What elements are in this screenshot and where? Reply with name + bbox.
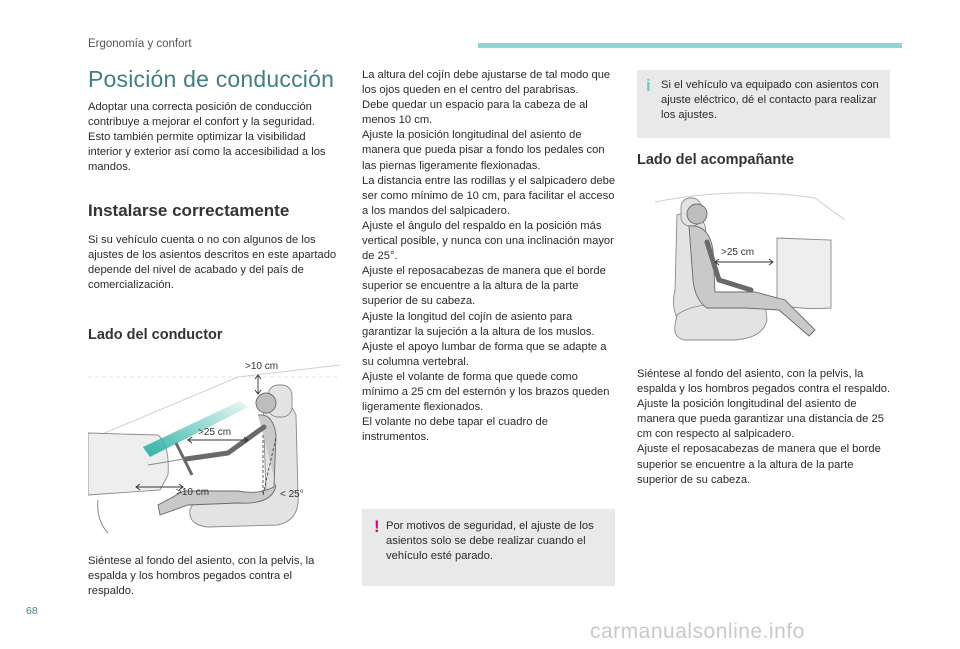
warning-icon: ! <box>374 517 380 536</box>
instruction-line: Ajuste la posición longitudinal del asiento de manera que pueda garantizar una distancia de 25 cm con respecto al salpicadero. <box>637 398 884 441</box>
instruction-line: Ajuste el reposacabezas de manera que el borde superior se encuentre a la altura de la parte superior de su cabeza. <box>637 443 881 486</box>
backrest-angle-label: < 25° <box>280 489 304 500</box>
driver-head <box>256 393 276 413</box>
warning-note <box>362 509 615 586</box>
dashboard <box>777 238 831 309</box>
middle-instructions <box>362 68 616 445</box>
instruction-line: Ajuste el volante de forma que quede como mínimo a 25 cm del esternón y los brazos queden ligeramente flexionados. <box>362 370 610 414</box>
passenger-position-figure <box>655 180 845 355</box>
page-number: 68 <box>26 605 38 617</box>
knee-distance-label: >10 cm <box>176 487 210 498</box>
info-text: Si el vehículo va equipado con asientos con ajuste eléctrico, dé el contacto para realizar los ajustes. <box>661 79 879 122</box>
section-header: Ergonomía y confort <box>88 38 192 50</box>
top-clearance-label: >10 cm <box>245 361 279 372</box>
instruction-line: El volante no debe tapar el cuadro de instrumentos. <box>362 416 548 444</box>
instruction-line: La distancia entre las rodillas y el salpicadero debe ser como mínimo de 10 cm, para facilitar el acceso a los mandos del salpicadero. <box>362 174 616 217</box>
passenger-heading: Lado del acompañante <box>637 152 795 168</box>
instruction-line: La altura del cojín debe ajustarse de tal modo que los ojos queden en el centro del parabrisas. <box>362 69 611 97</box>
driver-heading: Lado del conductor <box>88 327 223 343</box>
intro-paragraph: Adoptar una correcta posición de conducción contribuye a mejorar el confort y la seguridad. Esto también permite optimizar la visibilidad interior y exterior así como la accesibilidad a los mandos. <box>88 101 326 174</box>
passenger-head <box>687 204 707 224</box>
passenger-instructions <box>637 367 891 488</box>
driver-position-figure <box>88 355 340 540</box>
instruction-line: Debe quedar un espacio para la cabeza de al menos 10 cm. <box>362 99 588 127</box>
instruction-line: Ajuste el ángulo del respaldo en la posición más vertical posible, y nunca con una inclinación mayor de 25°. <box>362 219 614 263</box>
page-title: Posición de conducción <box>88 66 335 92</box>
driver-caption: Siéntese al fondo del asiento, con la pelvis, la espalda y los hombros pegados contra el respaldo. <box>88 555 315 598</box>
info-note <box>637 70 890 138</box>
info-icon: i <box>646 76 651 95</box>
instruction-line: Ajuste la posición longitudinal del asiento de manera que pueda pisar a fondo los pedales con las piernas ligeramente flexionadas. <box>362 129 605 172</box>
watermark: carmanualsonline.info <box>590 620 805 643</box>
install-heading: Instalarse correctamente <box>88 201 290 220</box>
instruction-line: Ajuste el reposacabezas de manera que el borde superior se encuentre a la altura de la parte superior de su cabeza. <box>362 265 606 308</box>
install-paragraph: Si su vehículo cuenta o no con algunos de los ajustes de los asientos descritos en este apartado depende del nivel de acabado y del país de comercialización. <box>88 234 337 292</box>
dashboard-distance-label: >25 cm <box>721 247 755 258</box>
instruction-line: Ajuste la longitud del cojín de asiento para garantizar la sujeción a la altura de los muslos. <box>362 310 595 338</box>
instruction-line: Ajuste el apoyo lumbar de forma que se adapte a su columna vertebral. <box>362 340 607 368</box>
header-accent-bar <box>478 43 902 48</box>
warning-text: Por motivos de seguridad, el ajuste de los asientos solo se debe realizar cuando el vehículo esté parado. <box>386 520 594 563</box>
instruction-line: Siéntese al fondo del asiento, con la pelvis, la espalda y los hombros pegados contra el respaldo. <box>637 368 891 396</box>
wheel-distance-label: >25 cm <box>198 427 232 438</box>
